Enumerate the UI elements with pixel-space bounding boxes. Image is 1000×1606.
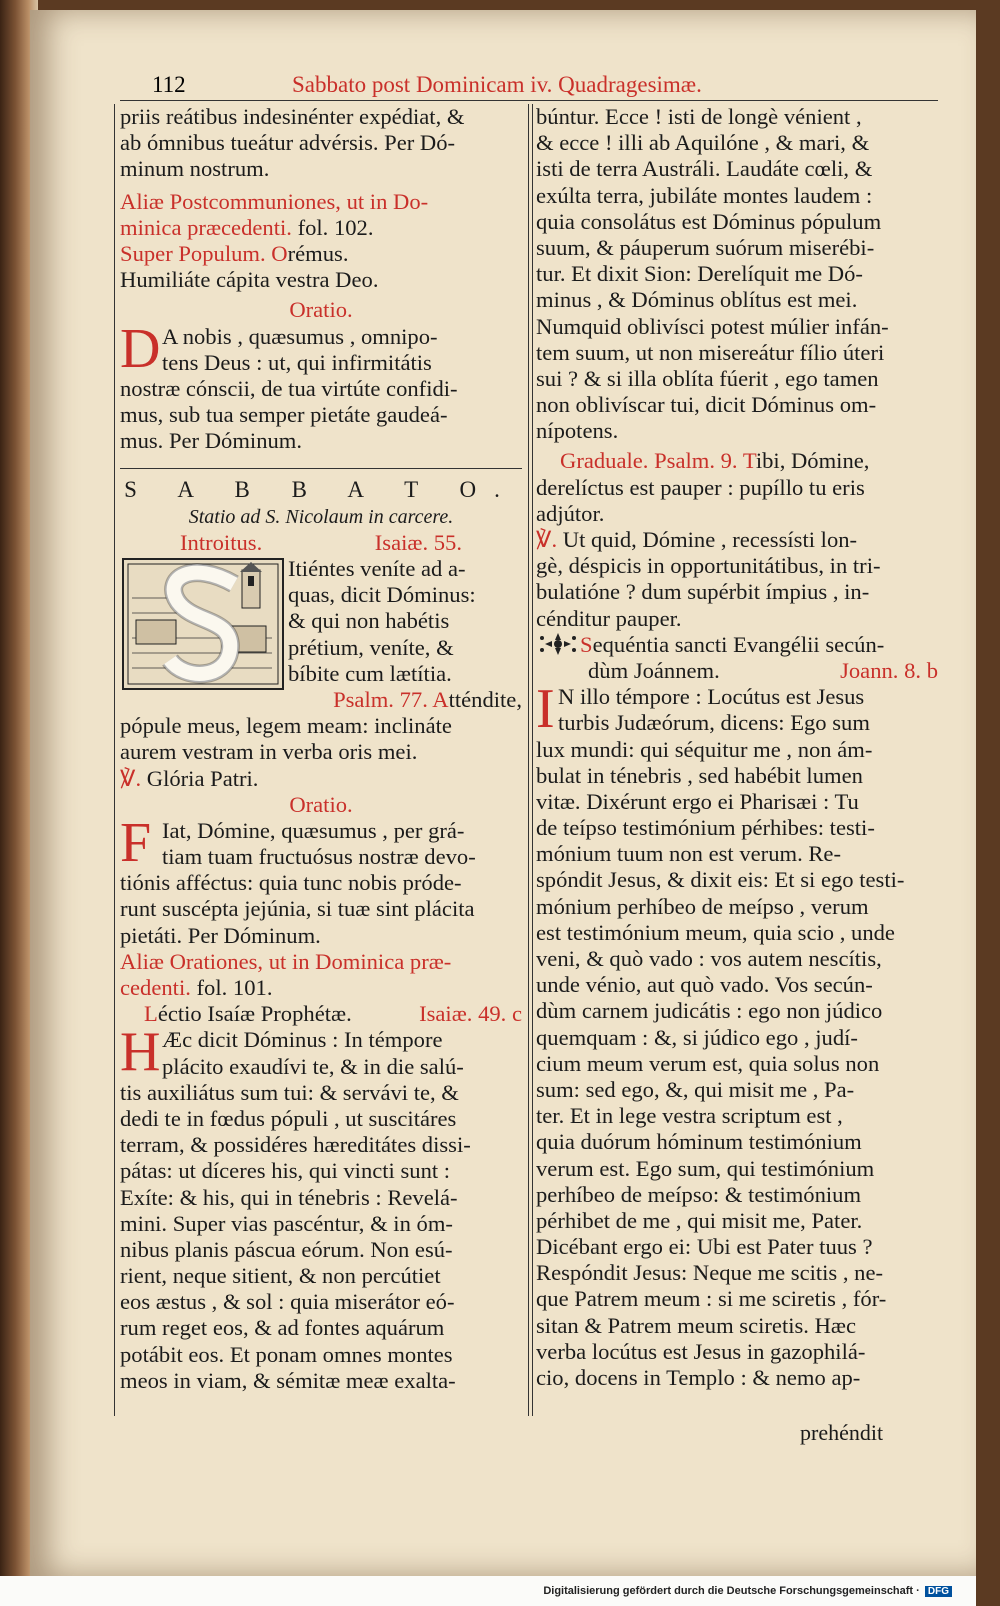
oratio-heading: Oratio. bbox=[289, 297, 353, 323]
oratio-heading: Oratio. bbox=[289, 791, 353, 817]
page-number: 112 bbox=[152, 72, 186, 97]
footer-credit: Digitalisierung gefördert durch die Deutsche Forschungsgemeinschaft bbox=[543, 1585, 914, 1597]
gradual-line: Graduale. Psalm. 9. Tibi, Dómine, bbox=[560, 448, 870, 474]
text-line: priis reátibus indesinénter expédiat, & bbox=[120, 104, 465, 129]
versicle-mark: ℣. bbox=[120, 765, 142, 791]
drop-cap-initial: I bbox=[536, 678, 555, 741]
postcommunion-line: Aliæ Postcommuniones, ut in Do- bbox=[120, 188, 429, 214]
gospel-paragraph: I N illo témpore : Locútus est Jesus turbis Judæórum, dicens: Ego sum lux mundi: qui séquitur me , non ám- bulat in ténebris , sed habébit lumen vitæ. Dixérunt ergo ei Pharisæi : Tu de teípso testimónium pérhibes: testi- mónium tuum non est verum. Re- spóndit Jesus, & dixit eis: Et si ego testi- mónium perhíbeo de meípso , verum est testimónium meum, quia scio , unde veni, & quò vado : vos autem nescítis, unde vénio, aut quò vado. Vos secún- dùm carnem judicátis : ego non júdico quemquam : &, si júdico ego , judí- cium meum verum est, quia solus non sum: sed ego, &, qui misit me , Pa- ter. Et in lege vestra scriptum est , quia duórum hóminum testimónium verum est. Ego sum, qui testimónium perhíbeo de meípso: & testimónium pérhibet de me , qui misit me, Pater. Dicébant ergo ei: Ubi est Pater tuus ? Respóndit Jesus: Neque me scitis , ne- que Patrem meum : si me sciretis , fór- sitan & Patrem meum sciretis. Hæc verba locútus est Jesus in gazophilá- cio, docens in Templo : & nemo ap- bbox=[536, 678, 905, 1390]
column-divider-rule-right bbox=[532, 104, 533, 1416]
day-title: S A B B A T O. bbox=[124, 477, 518, 503]
aliae-orationes-line: Aliæ Orationes, ut in Dominica præ- bbox=[120, 948, 452, 974]
aliae-orationes-line: cedenti. fol. 101. bbox=[120, 975, 273, 1001]
lectio-heading: Léctio Isaíæ Prophétæ. Isaiæ. 49. c bbox=[144, 1001, 522, 1027]
section-separator bbox=[120, 468, 522, 469]
psalm-line: Psalm. 77. Atténdite, bbox=[333, 686, 522, 712]
lectio-paragraph: H Æc dicit Dóminus : In témpore plácito exaudívi te, & in die salú- tis auxiliátus sum tui: & servávi te, & dedi te in fœdus pópuli , ut suscitáres terram, & possidéres hæreditátes dissi- pátas: ut díceres his, qui vincti sunt : Exíte: & his, qui in ténebris : Revelá- mini. Super vias pascéntur, & in óm- nibus planis páscua eórum. Non esú- rient, neque sitient, & non percútiet eos æstus , & sol : quia miserátor eó- rum reget eos, & ad fontes aquárum potábit eos. Et ponam omnes montes meos in viam, & sémitæ meæ exalta- bbox=[120, 1021, 471, 1393]
page-header bbox=[152, 72, 932, 100]
right-column: búntur. Ecce ! isti de longè vénient , & ecce ! illi ab Aquilóne , & mari, & isti de terra Austráli. Laudáte cœli, & exúlta terra, jubiláte montes laudem : quia consolátus est Dóminus pópulum suum, & páuperum suórum miserébi- tur. Et dixit Sion: Derelíquit me Dó- minus , & Dóminus oblítus est mei. Numquid oblivísci potest múlier infán- tem suum, ut non misereátur fílio úteri sui ? & si illa oblíta fúerit , ego tamen non oblivíscar tui, dicit Dóminus om- nípotens. Graduale. Psalm. 9. Tibi, Dómine, derelíctus est pauper : pupíllo tu eris adjútor. ℣. Ut quid, Dómine , recessísti lon- gè, déspicis in opportunitátibus, in tri- bulatióne ? dum supérbit ímpius , in- cénditur pauper. Sequéntia sancti Evangélii secún- dùm Joánnem. Joann. 8. b I N illo témpore : Locútus est Jesus turbis Judæórum, dicens: Ego sum lux mundi: qui séquitur me , non ám- bulat in ténebris , sed habébit lumen vitæ. Dixérunt ergo ei Pharisæi : Tu de teípso testimónium pérhibes: testi- mónium tuum non est verum. Re- spóndit Jesus, & dixit eis: Et si ego testi- mónium perhíbeo de meípso , verum est testimónium meum, quia scio , unde veni, & quò vado : vos autem nescítis, unde vénio, aut quò vado. Vos secún- dùm carnem judicátis : ego non júdico quemquam : &, si júdico ego , judí- cium meum verum est, quia solus non sum: sed ego, &, qui misit me , Pa- ter. Et in lege vestra scriptum est , quia duórum hóminum testimónium verum est. Ego sum, qui testimónium perhíbeo de meípso: & testimónium pérhibet de me , qui misit me, Pater. Dicébant ergo ei: Ubi est Pater tuus ? Respóndit Jesus: Neque me scitis , ne- que Patrem meum : si me sciretis , fór- sitan & Patrem meum sciretis. Hæc verba locútus est Jesus in gazophilá- cio, docens in Templo : & nemo ap- bbox=[536, 104, 938, 1390]
text-line: minum nostrum. bbox=[120, 156, 270, 182]
drop-cap-initial: D bbox=[120, 317, 161, 380]
sequentia-line: dùm Joánnem. Joann. 8. b bbox=[588, 657, 938, 683]
super-populum-label: Super Populum. bbox=[120, 240, 266, 266]
dfg-logo: DFG bbox=[925, 1586, 952, 1597]
humiliate-line: Humiliáte cápita vestra Deo. bbox=[120, 267, 379, 293]
ornamental-cross-icon bbox=[536, 632, 580, 656]
gloria-line: ℣. Glória Patri. bbox=[120, 765, 259, 791]
sequentia-line: Sequéntia sancti Evangélii secún- bbox=[536, 632, 938, 658]
oratio-paragraph: D A nobis , quæsumus , omnipo- tens Deus : ut, qui infirmitátis nostræ cónscii, de tua virtúte confidi- mus, sub tua semper pietáte gaudeá- mus. Per Dóminum. bbox=[120, 317, 458, 454]
versicle-mark: ℣. bbox=[536, 527, 558, 552]
left-column: priis reátibus indesinénter expédiat, & ab ómnibus tueátur advérsis. Per Dó- minum nostrum. Aliæ Postcommuniones, ut in Do- minica præcedenti. fol. 102. Super Populum. Orémus. Humiliáte cápita vestra Deo. Oratio. D A nobis , quæsumus , omnipo- tens Deus : ut, qui infirmitátis nostræ cónscii, de tua virtúte confidi- mus, sub tua semper pietáte gaudeá- mus. Per Dóminum. S A B B A T O. Statio ad S. Nicolaum in carcere. Introitus. Isaiæ. 55. Itiéntes veníte ad a- quas, dicit Dóminus: & qui non habétis prétium, veníte, & bíbite cum lætítia. Psalm. 77. Atténdite, pópule meus, legem meam: inclináte aurem vestram in verba oris mei. ℣. Glória Patri. Oratio. F Iat, Dómine, quæsumus , per grá- tiam tuam fructuósus nostræ devo- tiónis afféctus: quia tunc nobis próde- runt suscépta jejúnia, si tuæ sint plácita pietáti. Per Dóminum. Aliæ Orationes, ut in Dominica præ- cedenti. fol. 101. Léctio Isaíæ Prophétæ. Isaiæ. 49. c H Æc dicit Dóminus : In témpore plácito exaudívi te, & in die salú- tis auxiliátus sum tui: & servávi te, & dedi te in fœdus pópuli , ut suscitáres terram, & possidéres hæreditátes dissi- pátas: ut díceres his, qui vincti sunt : Exíte: & his, qui in ténebris : Revelá- mini. Super vias pascéntur, & in óm- nibus planis páscua eórum. Non esú- rient, neque sitient, & non percútiet eos æstus , & sol : quia miserátor eó- rum reget eos, & ad fontes aquárum potábit eos. Et ponam omnes montes meos in viam, & sémitæ meæ exalta- bbox=[120, 104, 522, 1393]
statio-line: Statio ad S. Nicolaum in carcere. bbox=[188, 505, 454, 528]
introit-paragraph: Itiéntes veníte ad a- quas, dicit Dóminus: & qui non habétis prétium, veníte, & bíbite cum lætítia. Psalm. 77. Atténdite, bbox=[120, 556, 522, 713]
catchword: prehéndit bbox=[800, 1420, 884, 1445]
text-line: ab ómnibus tueátur advérsis. Per Dó- bbox=[120, 130, 456, 156]
left-margin-rule bbox=[114, 104, 115, 1416]
folio-reference: fol. 101. bbox=[196, 975, 273, 1001]
digitization-footer: Digitalisierung gefördert durch die Deutsche Forschungsgemeinschaft · DFG bbox=[0, 1576, 976, 1606]
woodcut-initial-s-image bbox=[122, 558, 284, 690]
running-title: Sabbato post Dominicam iv. Quadragesimæ. bbox=[292, 72, 702, 97]
oratio-paragraph: F Iat, Dómine, quæsumus , per grá- tiam tuam fructuósus nostræ devo- tiónis afféctus: quia tunc nobis próde- runt suscépta jejúnia, si tuæ sint plácita pietáti. Per Dóminum. bbox=[120, 811, 476, 948]
postcommunion-line: minica præcedenti. fol. 102. bbox=[120, 214, 374, 240]
header-rule bbox=[120, 100, 938, 101]
folio-reference: fol. 102. bbox=[297, 214, 374, 240]
introit-heading: Introitus. Isaiæ. 55. bbox=[180, 529, 462, 555]
versicle-line: ℣. Ut quid, Dómine , recessísti lon- bbox=[536, 527, 858, 552]
drop-cap-initial: H bbox=[120, 1021, 161, 1084]
gradual-label: Graduale. Psalm. 9. bbox=[560, 448, 738, 474]
column-divider-rule-left bbox=[528, 104, 529, 1416]
drop-cap-initial: F bbox=[120, 811, 152, 874]
super-populum-line: Super Populum. Orémus. bbox=[120, 240, 349, 266]
gospel-reference: Joann. 8. b bbox=[840, 657, 938, 683]
